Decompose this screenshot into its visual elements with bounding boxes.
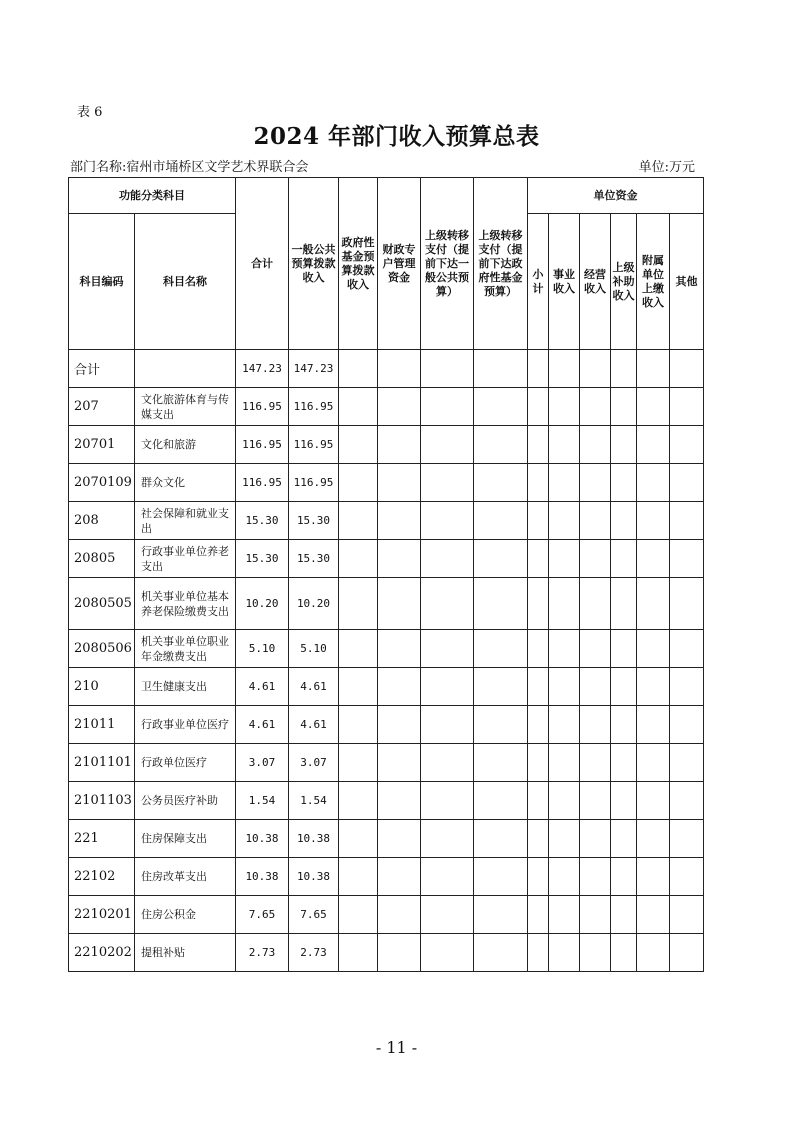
subject-name-cell: 群众文化 <box>135 464 236 502</box>
empty-cell <box>474 744 528 782</box>
empty-cell <box>637 858 670 896</box>
empty-cell <box>549 502 580 540</box>
empty-cell <box>611 668 637 706</box>
empty-cell <box>528 934 549 972</box>
empty-cell <box>611 706 637 744</box>
total-cell: 147.23 <box>236 350 289 388</box>
empty-cell <box>611 388 637 426</box>
empty-cell <box>670 502 704 540</box>
empty-cell <box>421 782 474 820</box>
empty-cell <box>637 706 670 744</box>
empty-cell <box>339 630 378 668</box>
header-business-income: 事业收入 <box>549 214 580 350</box>
table-row <box>69 426 704 464</box>
empty-cell <box>528 820 549 858</box>
general-public-cell: 5.10 <box>289 630 339 668</box>
empty-cell <box>549 350 580 388</box>
empty-cell <box>611 896 637 934</box>
empty-cell <box>339 350 378 388</box>
empty-cell <box>339 706 378 744</box>
subject-code-cell: 2070109 <box>69 464 135 502</box>
header-other: 其他 <box>670 214 704 350</box>
empty-cell <box>580 782 611 820</box>
table-row <box>69 540 704 578</box>
subject-code-cell: 合计 <box>69 350 135 388</box>
empty-cell <box>580 896 611 934</box>
subject-code-cell: 2101101 <box>69 744 135 782</box>
subject-name-cell: 行政事业单位养老支出 <box>135 540 236 578</box>
empty-cell <box>670 464 704 502</box>
empty-cell <box>580 578 611 630</box>
empty-cell <box>549 630 580 668</box>
general-public-cell: 116.95 <box>289 426 339 464</box>
empty-cell <box>528 426 549 464</box>
empty-cell <box>528 896 549 934</box>
empty-cell <box>611 578 637 630</box>
header-fiscal-special: 财政专户管理资金 <box>378 178 421 350</box>
page-number: - 11 - <box>375 1038 418 1057</box>
empty-cell <box>474 426 528 464</box>
empty-cell <box>339 388 378 426</box>
total-cell: 4.61 <box>236 706 289 744</box>
header-total: 合计 <box>236 178 289 350</box>
empty-cell <box>378 540 421 578</box>
header-operating-income: 经营收入 <box>580 214 611 350</box>
empty-cell <box>670 706 704 744</box>
empty-cell <box>611 858 637 896</box>
empty-cell <box>611 502 637 540</box>
subject-name-cell: 提租补贴 <box>135 934 236 972</box>
empty-cell <box>549 896 580 934</box>
subject-code-cell: 21011 <box>69 706 135 744</box>
subject-name-cell: 行政事业单位医疗 <box>135 706 236 744</box>
empty-cell <box>421 744 474 782</box>
header-unit-funds: 单位资金 <box>528 178 704 214</box>
empty-cell <box>421 934 474 972</box>
empty-cell <box>670 540 704 578</box>
empty-cell <box>528 464 549 502</box>
subject-name-cell: 机关事业单位基本养老保险缴费支出 <box>135 578 236 630</box>
subject-code-cell: 2210202 <box>69 934 135 972</box>
subject-name-cell: 住房改革支出 <box>135 858 236 896</box>
general-public-cell: 10.38 <box>289 820 339 858</box>
empty-cell <box>339 744 378 782</box>
empty-cell <box>339 934 378 972</box>
general-public-cell: 7.65 <box>289 896 339 934</box>
table-row <box>69 578 704 630</box>
empty-cell <box>611 540 637 578</box>
empty-cell <box>474 350 528 388</box>
header-affiliated-income: 附属单位上缴收入 <box>637 214 670 350</box>
empty-cell <box>549 578 580 630</box>
empty-cell <box>474 706 528 744</box>
header-subject-code: 科目编码 <box>69 214 135 350</box>
subject-code-cell: 2080506 <box>69 630 135 668</box>
empty-cell <box>637 896 670 934</box>
header-subtotal: 小计 <box>528 214 549 350</box>
empty-cell <box>670 388 704 426</box>
general-public-cell: 10.20 <box>289 578 339 630</box>
total-cell: 3.07 <box>236 744 289 782</box>
empty-cell <box>528 578 549 630</box>
empty-cell <box>670 578 704 630</box>
empty-cell <box>611 782 637 820</box>
empty-cell <box>339 782 378 820</box>
empty-cell <box>378 706 421 744</box>
general-public-cell: 15.30 <box>289 540 339 578</box>
empty-cell <box>339 578 378 630</box>
empty-cell <box>580 934 611 972</box>
empty-cell <box>474 388 528 426</box>
empty-cell <box>580 464 611 502</box>
table-row <box>69 350 704 388</box>
empty-cell <box>670 744 704 782</box>
empty-cell <box>670 426 704 464</box>
empty-cell <box>378 630 421 668</box>
table-row <box>69 464 704 502</box>
empty-cell <box>637 350 670 388</box>
total-cell: 10.38 <box>236 820 289 858</box>
subject-name-cell: 文化旅游体育与传媒支出 <box>135 388 236 426</box>
unit-label: 单位:万元 <box>638 160 695 175</box>
header-function-category: 功能分类科目 <box>69 178 236 214</box>
empty-cell <box>637 502 670 540</box>
empty-cell <box>670 782 704 820</box>
empty-cell <box>339 540 378 578</box>
total-cell: 5.10 <box>236 630 289 668</box>
empty-cell <box>339 858 378 896</box>
subject-code-cell: 210 <box>69 668 135 706</box>
subject-name-cell: 行政单位医疗 <box>135 744 236 782</box>
empty-cell <box>474 578 528 630</box>
empty-cell <box>549 744 580 782</box>
empty-cell <box>474 934 528 972</box>
empty-cell <box>580 630 611 668</box>
general-public-cell: 10.38 <box>289 858 339 896</box>
empty-cell <box>549 388 580 426</box>
empty-cell <box>670 668 704 706</box>
empty-cell <box>611 744 637 782</box>
subject-name-cell: 社会保障和就业支出 <box>135 502 236 540</box>
empty-cell <box>421 350 474 388</box>
total-cell: 15.30 <box>236 502 289 540</box>
empty-cell <box>580 744 611 782</box>
empty-cell <box>421 896 474 934</box>
subject-name-cell: 住房保障支出 <box>135 820 236 858</box>
empty-cell <box>637 630 670 668</box>
empty-cell <box>378 426 421 464</box>
table-row <box>69 820 704 858</box>
subject-code-cell: 221 <box>69 820 135 858</box>
empty-cell <box>474 502 528 540</box>
empty-cell <box>421 388 474 426</box>
empty-cell <box>528 502 549 540</box>
empty-cell <box>611 820 637 858</box>
table-row <box>69 630 704 668</box>
empty-cell <box>421 464 474 502</box>
empty-cell <box>549 426 580 464</box>
empty-cell <box>580 388 611 426</box>
empty-cell <box>378 820 421 858</box>
total-cell: 116.95 <box>236 464 289 502</box>
empty-cell <box>378 502 421 540</box>
general-public-cell: 4.61 <box>289 668 339 706</box>
total-cell: 2.73 <box>236 934 289 972</box>
empty-cell <box>637 388 670 426</box>
table-row <box>69 502 704 540</box>
total-cell: 10.38 <box>236 858 289 896</box>
empty-cell <box>378 858 421 896</box>
empty-cell <box>421 820 474 858</box>
total-cell: 1.54 <box>236 782 289 820</box>
empty-cell <box>528 388 549 426</box>
empty-cell <box>421 540 474 578</box>
header-subsidy-income: 上级补助收入 <box>611 214 637 350</box>
empty-cell <box>421 858 474 896</box>
table-row <box>69 858 704 896</box>
general-public-cell: 2.73 <box>289 934 339 972</box>
empty-cell <box>670 934 704 972</box>
header-transfer-gov-fund: 上级转移支付（提前下达政府性基金预算） <box>474 178 528 350</box>
table-body <box>69 350 704 972</box>
table-label: 表 6 <box>77 105 103 120</box>
empty-cell <box>339 820 378 858</box>
total-cell: 116.95 <box>236 426 289 464</box>
empty-cell <box>549 782 580 820</box>
general-public-cell: 15.30 <box>289 502 339 540</box>
empty-cell <box>528 668 549 706</box>
empty-cell <box>378 896 421 934</box>
empty-cell <box>378 934 421 972</box>
header-general-public: 一般公共预算拨款收入 <box>289 178 339 350</box>
subject-name-cell <box>135 350 236 388</box>
empty-cell <box>474 782 528 820</box>
general-public-cell: 4.61 <box>289 706 339 744</box>
empty-cell <box>474 668 528 706</box>
empty-cell <box>474 630 528 668</box>
subject-name-cell: 文化和旅游 <box>135 426 236 464</box>
empty-cell <box>670 350 704 388</box>
subject-name-cell: 卫生健康支出 <box>135 668 236 706</box>
department-name: 部门名称:宿州市埇桥区文学艺术界联合会 <box>70 160 309 175</box>
subject-code-cell: 2210201 <box>69 896 135 934</box>
empty-cell <box>670 858 704 896</box>
empty-cell <box>421 630 474 668</box>
empty-cell <box>339 502 378 540</box>
subject-code-cell: 207 <box>69 388 135 426</box>
general-public-cell: 116.95 <box>289 388 339 426</box>
header-gov-fund: 政府性基金预算拨款收入 <box>339 178 378 350</box>
total-cell: 4.61 <box>236 668 289 706</box>
header-transfer-general: 上级转移支付（提前下达一般公共预算） <box>421 178 474 350</box>
empty-cell <box>637 426 670 464</box>
empty-cell <box>549 540 580 578</box>
total-cell: 7.65 <box>236 896 289 934</box>
empty-cell <box>528 350 549 388</box>
empty-cell <box>637 578 670 630</box>
empty-cell <box>528 782 549 820</box>
budget-table <box>68 177 704 972</box>
empty-cell <box>474 896 528 934</box>
empty-cell <box>580 820 611 858</box>
subject-code-cell: 2101103 <box>69 782 135 820</box>
empty-cell <box>378 744 421 782</box>
general-public-cell: 147.23 <box>289 350 339 388</box>
empty-cell <box>421 706 474 744</box>
header-subject-name: 科目名称 <box>135 214 236 350</box>
empty-cell <box>378 578 421 630</box>
empty-cell <box>528 744 549 782</box>
empty-cell <box>339 668 378 706</box>
empty-cell <box>637 464 670 502</box>
table-row <box>69 744 704 782</box>
empty-cell <box>474 820 528 858</box>
empty-cell <box>378 464 421 502</box>
empty-cell <box>637 782 670 820</box>
subject-code-cell: 2080505 <box>69 578 135 630</box>
empty-cell <box>637 540 670 578</box>
subject-code-cell: 22102 <box>69 858 135 896</box>
empty-cell <box>474 858 528 896</box>
subject-name-cell: 公务员医疗补助 <box>135 782 236 820</box>
empty-cell <box>580 426 611 464</box>
table-row <box>69 896 704 934</box>
empty-cell <box>637 744 670 782</box>
empty-cell <box>580 502 611 540</box>
subject-code-cell: 20701 <box>69 426 135 464</box>
empty-cell <box>421 502 474 540</box>
empty-cell <box>528 630 549 668</box>
total-cell: 10.20 <box>236 578 289 630</box>
empty-cell <box>421 668 474 706</box>
table-row <box>69 668 704 706</box>
empty-cell <box>580 858 611 896</box>
subject-code-cell: 20805 <box>69 540 135 578</box>
empty-cell <box>549 934 580 972</box>
table-row <box>69 706 704 744</box>
subject-code-cell: 208 <box>69 502 135 540</box>
general-public-cell: 116.95 <box>289 464 339 502</box>
page-title: 2024 年部门收入预算总表 <box>253 123 540 150</box>
empty-cell <box>421 578 474 630</box>
empty-cell <box>611 630 637 668</box>
empty-cell <box>580 350 611 388</box>
empty-cell <box>474 540 528 578</box>
empty-cell <box>670 820 704 858</box>
subject-name-cell: 住房公积金 <box>135 896 236 934</box>
general-public-cell: 3.07 <box>289 744 339 782</box>
total-cell: 116.95 <box>236 388 289 426</box>
empty-cell <box>474 464 528 502</box>
empty-cell <box>670 630 704 668</box>
empty-cell <box>637 820 670 858</box>
empty-cell <box>378 350 421 388</box>
empty-cell <box>378 782 421 820</box>
empty-cell <box>549 464 580 502</box>
empty-cell <box>528 858 549 896</box>
total-cell: 15.30 <box>236 540 289 578</box>
table-row <box>69 388 704 426</box>
table-row <box>69 782 704 820</box>
empty-cell <box>611 934 637 972</box>
empty-cell <box>580 706 611 744</box>
table-row <box>69 934 704 972</box>
empty-cell <box>549 858 580 896</box>
subject-name-cell: 机关事业单位职业年金缴费支出 <box>135 630 236 668</box>
empty-cell <box>611 464 637 502</box>
empty-cell <box>580 668 611 706</box>
empty-cell <box>339 426 378 464</box>
empty-cell <box>378 388 421 426</box>
empty-cell <box>549 706 580 744</box>
empty-cell <box>339 896 378 934</box>
empty-cell <box>637 668 670 706</box>
general-public-cell: 1.54 <box>289 782 339 820</box>
empty-cell <box>339 464 378 502</box>
empty-cell <box>611 350 637 388</box>
empty-cell <box>549 820 580 858</box>
empty-cell <box>421 426 474 464</box>
empty-cell <box>670 896 704 934</box>
empty-cell <box>637 934 670 972</box>
empty-cell <box>528 706 549 744</box>
empty-cell <box>549 668 580 706</box>
empty-cell <box>528 540 549 578</box>
empty-cell <box>378 668 421 706</box>
empty-cell <box>611 426 637 464</box>
empty-cell <box>580 540 611 578</box>
